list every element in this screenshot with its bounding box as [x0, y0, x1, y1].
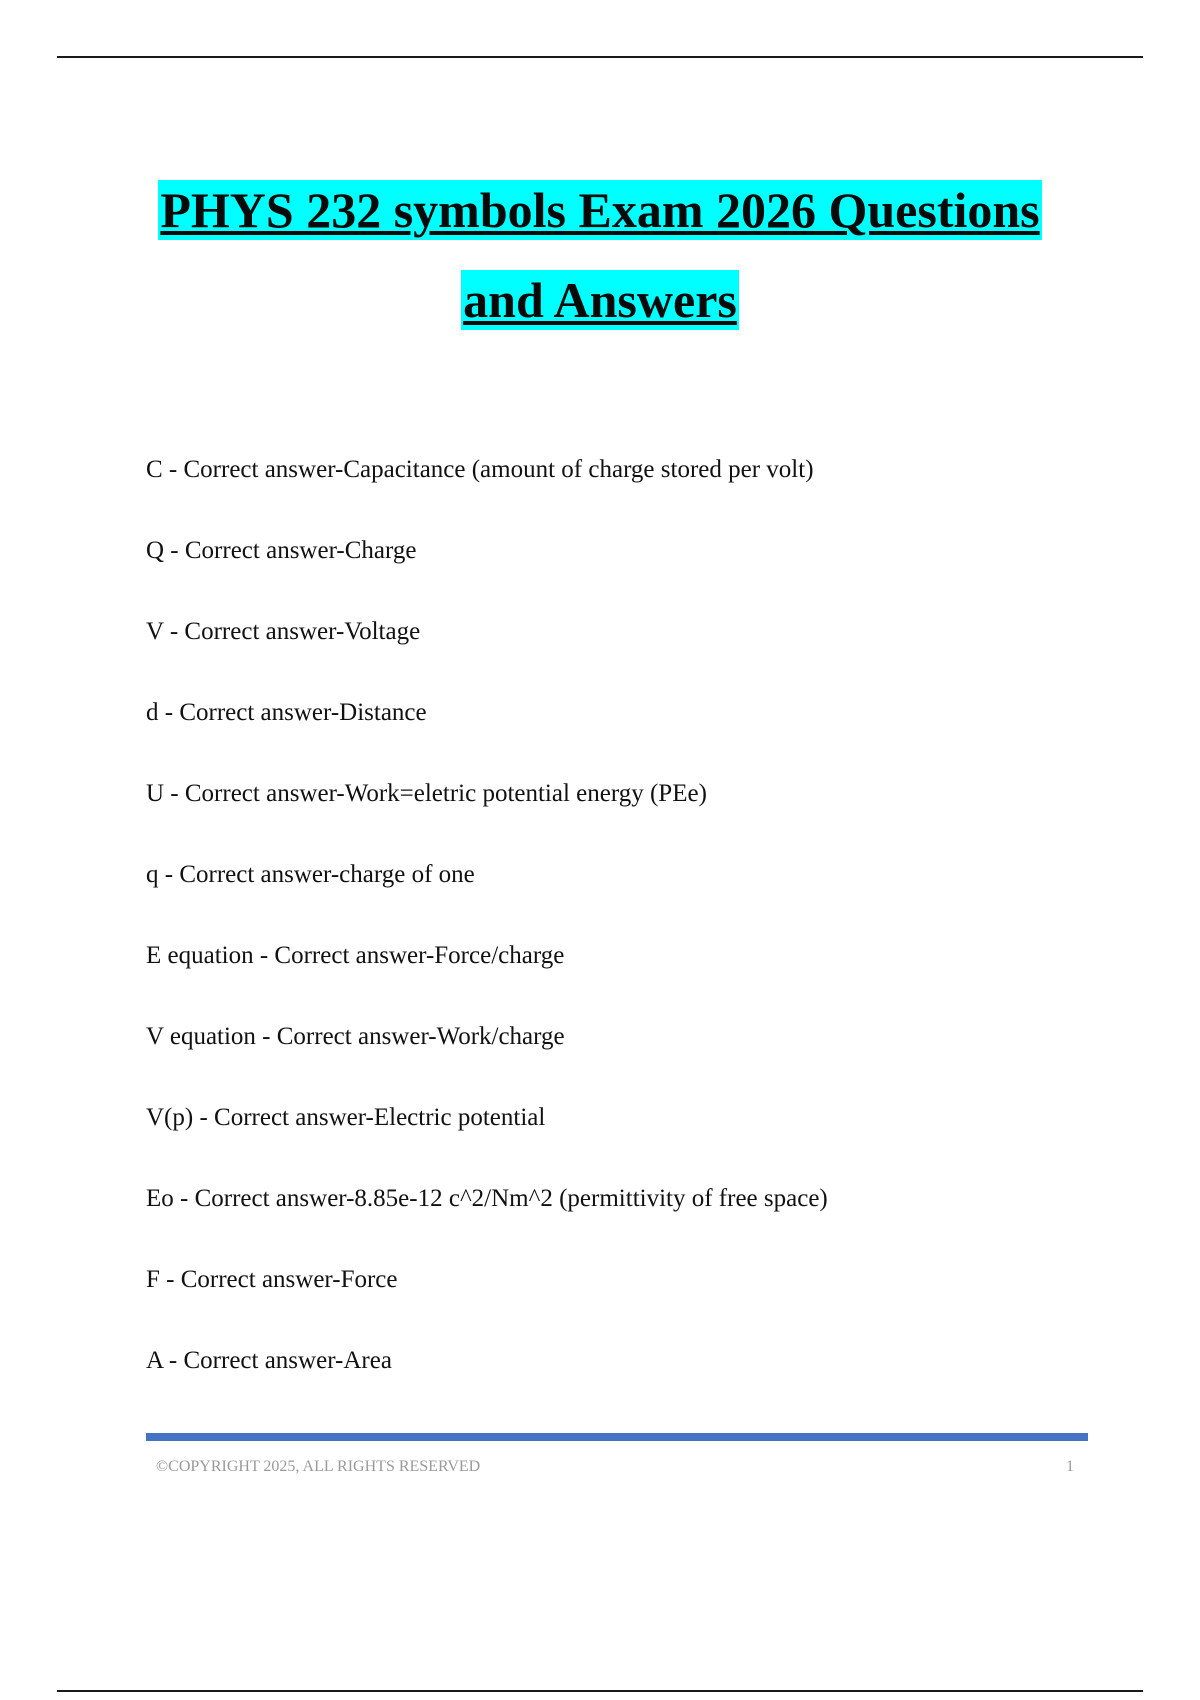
footer-bar	[146, 1433, 1088, 1441]
footer-page-number: 1	[1066, 1458, 1074, 1475]
title-line-1: PHYS 232 symbols Exam 2026 Questions	[160, 182, 1040, 238]
footer-copyright: ©COPYRIGHT 2025, ALL RIGHTS RESERVED	[156, 1458, 481, 1475]
qa-item-electric-potential: V(p) - Correct answer-Electric potential	[146, 1104, 546, 1131]
qa-item-charge-of-one: q - Correct answer-charge of one	[146, 861, 475, 888]
qa-item-distance: d - Correct answer-Distance	[146, 699, 427, 726]
qa-item-capacitance: C - Correct answer-Capacitance (amount of charge stored per volt)	[146, 456, 814, 483]
title-line-2: and Answers	[463, 272, 737, 328]
qa-item-permittivity: Eo - Correct answer-8.85e-12 c^2/Nm^2 (permittivity of free space)	[146, 1185, 828, 1212]
qa-item-charge: Q - Correct answer-Charge	[146, 537, 417, 564]
qa-item-v-equation: V equation - Correct answer-Work/charge	[146, 1023, 565, 1050]
qa-item-force: F - Correct answer-Force	[146, 1266, 398, 1293]
top-rule	[57, 56, 1143, 58]
qa-list	[146, 448, 1086, 1420]
page-title	[0, 180, 1200, 330]
bottom-rule	[57, 1690, 1143, 1692]
qa-item-area: A - Correct answer-Area	[146, 1347, 392, 1374]
qa-item-voltage: V - Correct answer-Voltage	[146, 618, 421, 645]
qa-item-work: U - Correct answer-Work=eletric potential energy (PEe)	[146, 780, 707, 807]
qa-item-e-equation: E equation - Correct answer-Force/charge	[146, 942, 565, 969]
